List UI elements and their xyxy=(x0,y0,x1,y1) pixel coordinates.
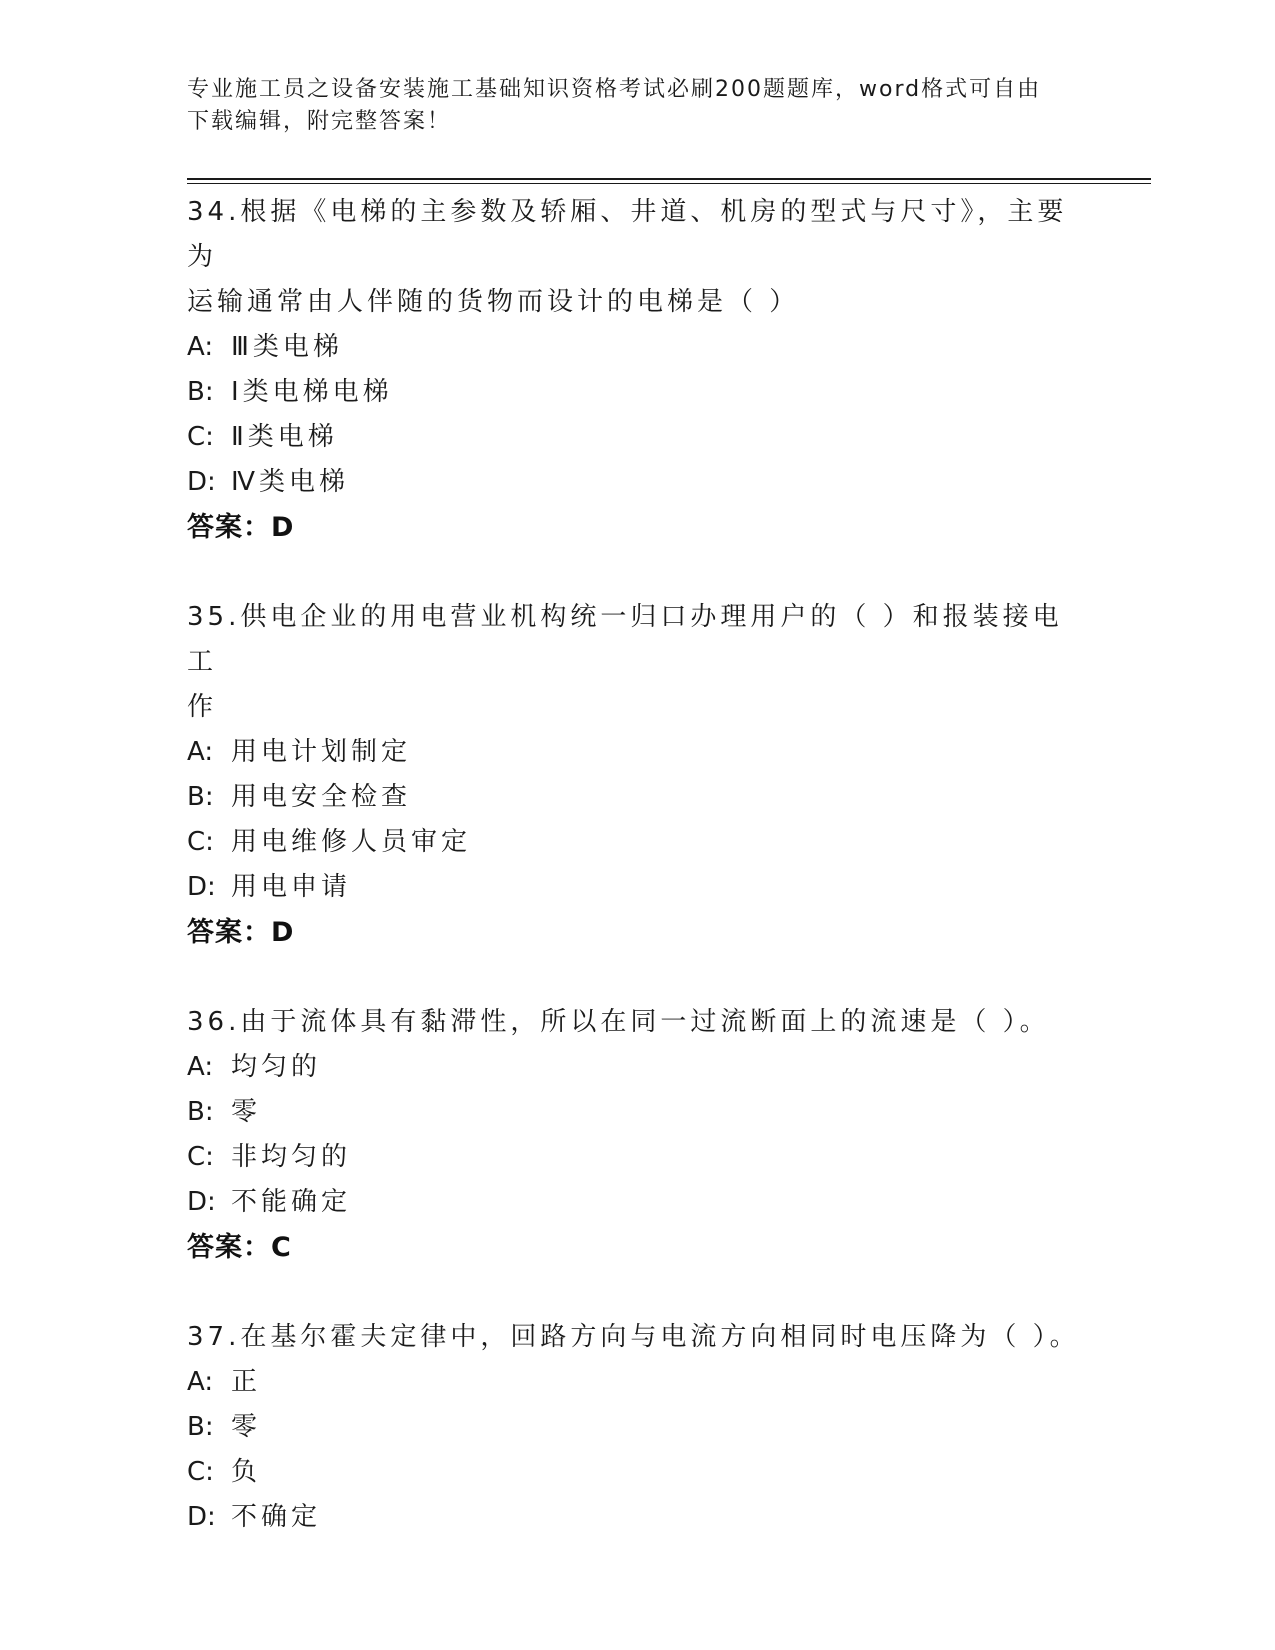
option-a xyxy=(187,325,1087,370)
document-header xyxy=(187,74,1077,138)
option-text: 正 xyxy=(231,1367,262,1397)
option-text: 用电维修人员审定 xyxy=(231,827,472,857)
question-stem-line-1: 36.由于流体具有黏滞性，所以在同一过流断面上的流速是（ ）。 xyxy=(187,1007,1050,1037)
answer-text: 答案：D xyxy=(187,917,295,948)
option-text: 不确定 xyxy=(231,1502,322,1532)
option-label: B: xyxy=(187,1412,214,1442)
option-label: A: xyxy=(187,332,214,362)
option-text: 非均匀的 xyxy=(231,1142,352,1172)
option-label: C: xyxy=(187,1457,214,1487)
option-text: 零 xyxy=(231,1412,262,1442)
option-label: C: xyxy=(187,827,214,857)
option-a xyxy=(187,1045,1087,1090)
option-label: B: xyxy=(187,782,214,812)
option-b xyxy=(187,1090,1087,1135)
question-34 xyxy=(187,190,1087,550)
option-b xyxy=(187,1405,1087,1450)
question-35 xyxy=(187,595,1087,955)
option-text: 用电计划制定 xyxy=(231,737,412,767)
option-c xyxy=(187,820,1087,865)
question-stem-line-2: 运输通常由人伴随的货物而设计的电梯是（ ） xyxy=(187,287,800,317)
question-list xyxy=(187,190,1087,1540)
option-label: A: xyxy=(187,1052,214,1082)
option-b xyxy=(187,370,1087,415)
option-text: Ⅲ类电梯 xyxy=(231,332,343,362)
option-text: Ⅱ类电梯 xyxy=(231,422,338,452)
option-label: C: xyxy=(187,422,214,452)
answer-text: 答案：C xyxy=(187,1232,292,1263)
question-37 xyxy=(187,1315,1087,1540)
option-a xyxy=(187,1360,1087,1405)
question-stem-line-1: 37.在基尔霍夫定律中，回路方向与电流方向相同时电压降为（ ）。 xyxy=(187,1322,1080,1352)
option-text: 不能确定 xyxy=(231,1187,352,1217)
option-label: D: xyxy=(187,1502,216,1532)
header-line-2: 下载编辑，附完整答案！ xyxy=(187,109,452,134)
header-divider-thin xyxy=(187,183,1151,184)
option-text: Ⅰ类电梯电梯 xyxy=(231,377,393,407)
option-text: 负 xyxy=(231,1457,262,1487)
option-b xyxy=(187,775,1087,820)
option-label: B: xyxy=(187,1097,214,1127)
option-label: D: xyxy=(187,872,216,902)
spacer xyxy=(187,1270,1087,1315)
option-label: A: xyxy=(187,1367,214,1397)
option-d xyxy=(187,1180,1087,1225)
option-label: D: xyxy=(187,467,216,497)
option-label: B: xyxy=(187,377,214,407)
header-line-1: 专业施工员之设备安装施工基础知识资格考试必刷200题题库，word格式可自由 xyxy=(187,77,1042,102)
option-text: 零 xyxy=(231,1097,262,1127)
header-divider-thick xyxy=(187,178,1151,180)
spacer xyxy=(187,550,1087,595)
question-stem-line-2: 作 xyxy=(187,692,218,722)
option-text: Ⅳ类电梯 xyxy=(231,467,349,497)
question-stem-line-1: 34.根据《电梯的主参数及轿厢、井道、机房的型式与尺寸》，主要为 xyxy=(187,197,1068,272)
answer-text: 答案：D xyxy=(187,512,295,543)
option-c xyxy=(187,1135,1087,1180)
option-text: 用电申请 xyxy=(231,872,352,902)
option-a xyxy=(187,730,1087,775)
option-c xyxy=(187,415,1087,460)
option-label: C: xyxy=(187,1142,214,1172)
option-d xyxy=(187,460,1087,505)
question-36 xyxy=(187,1000,1087,1270)
question-stem-line-1: 35.供电企业的用电营业机构统一归口办理用户的（ ）和报装接电工 xyxy=(187,602,1063,677)
option-text: 均匀的 xyxy=(231,1052,322,1082)
option-c xyxy=(187,1450,1087,1495)
option-d xyxy=(187,1495,1087,1540)
spacer xyxy=(187,955,1087,1000)
option-label: A: xyxy=(187,737,214,767)
option-text: 用电安全检查 xyxy=(231,782,412,812)
option-d xyxy=(187,865,1087,910)
option-label: D: xyxy=(187,1187,216,1217)
